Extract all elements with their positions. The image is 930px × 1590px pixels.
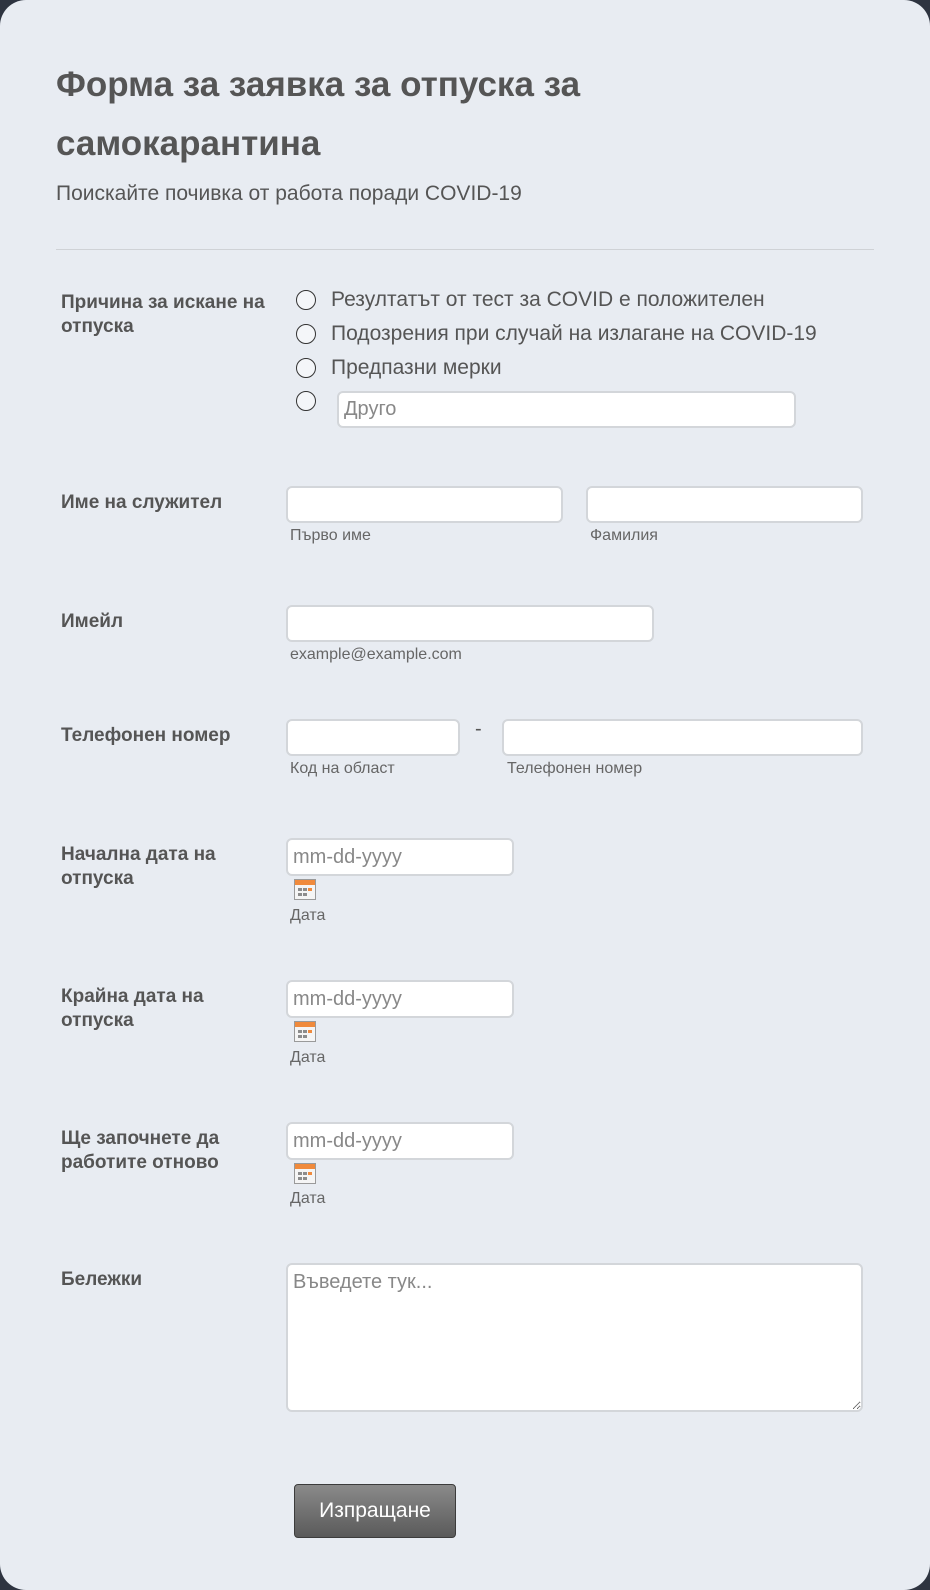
notes-textarea[interactable] [286,1263,863,1412]
phone-number-sublabel: Телефонен номер [507,760,643,777]
email-input[interactable] [286,605,654,642]
start-date-input[interactable] [286,838,514,876]
first-name-input[interactable] [286,486,563,523]
return-date-input[interactable] [286,1122,514,1160]
reason-other-input[interactable] [337,391,796,428]
first-name-sublabel: Първо име [290,527,371,544]
phone-label: Телефонен номер [61,725,231,746]
start-date-label: Начална дата на отпуска [61,844,216,889]
end-date-input[interactable] [286,980,514,1018]
reason-option-precautions[interactable]: Предпазни мерки [331,356,502,379]
form-subtitle: Поискайте почивка от работа поради COVID-19 [56,182,522,205]
reason-option-suspected-exposure[interactable]: Подозрения при случай на излагане на COVID-19 [331,322,817,345]
calendar-icon[interactable] [294,879,316,900]
form-title: Форма за заявка за отпуска за самокарантина [56,65,581,163]
end-date-sublabel: Дата [290,1049,326,1066]
email-label: Имейл [61,611,124,632]
submit-button[interactable]: Изпращане [294,1484,456,1538]
phone-number-input[interactable] [502,719,863,756]
employee-name-label: Име на служител [61,492,223,513]
calendar-icon[interactable] [294,1163,316,1184]
area-code-sublabel: Код на област [290,760,395,777]
email-sublabel: example@example.com [290,646,462,663]
reason-radio-positive-test[interactable] [296,290,316,310]
reason-radio-other[interactable] [296,391,316,411]
last-name-input[interactable] [586,486,863,523]
reason-option-positive-test[interactable]: Резултатът от тест за COVID е положителен [331,288,765,311]
notes-label: Бележки [61,1269,143,1290]
area-code-input[interactable] [286,719,460,756]
reason-radio-suspected-exposure[interactable] [296,324,316,344]
phone-separator: - [475,718,482,740]
header-divider [56,249,874,250]
return-date-label: Ще започнете да работите отново [61,1128,220,1173]
last-name-sublabel: Фамилия [590,527,658,544]
return-date-sublabel: Дата [290,1190,326,1207]
calendar-icon[interactable] [294,1021,316,1042]
reason-label: Причина за искане на отпуска [61,292,265,337]
reason-radio-precautions[interactable] [296,358,316,378]
start-date-sublabel: Дата [290,907,326,924]
end-date-label: Крайна дата на отпуска [61,986,204,1031]
